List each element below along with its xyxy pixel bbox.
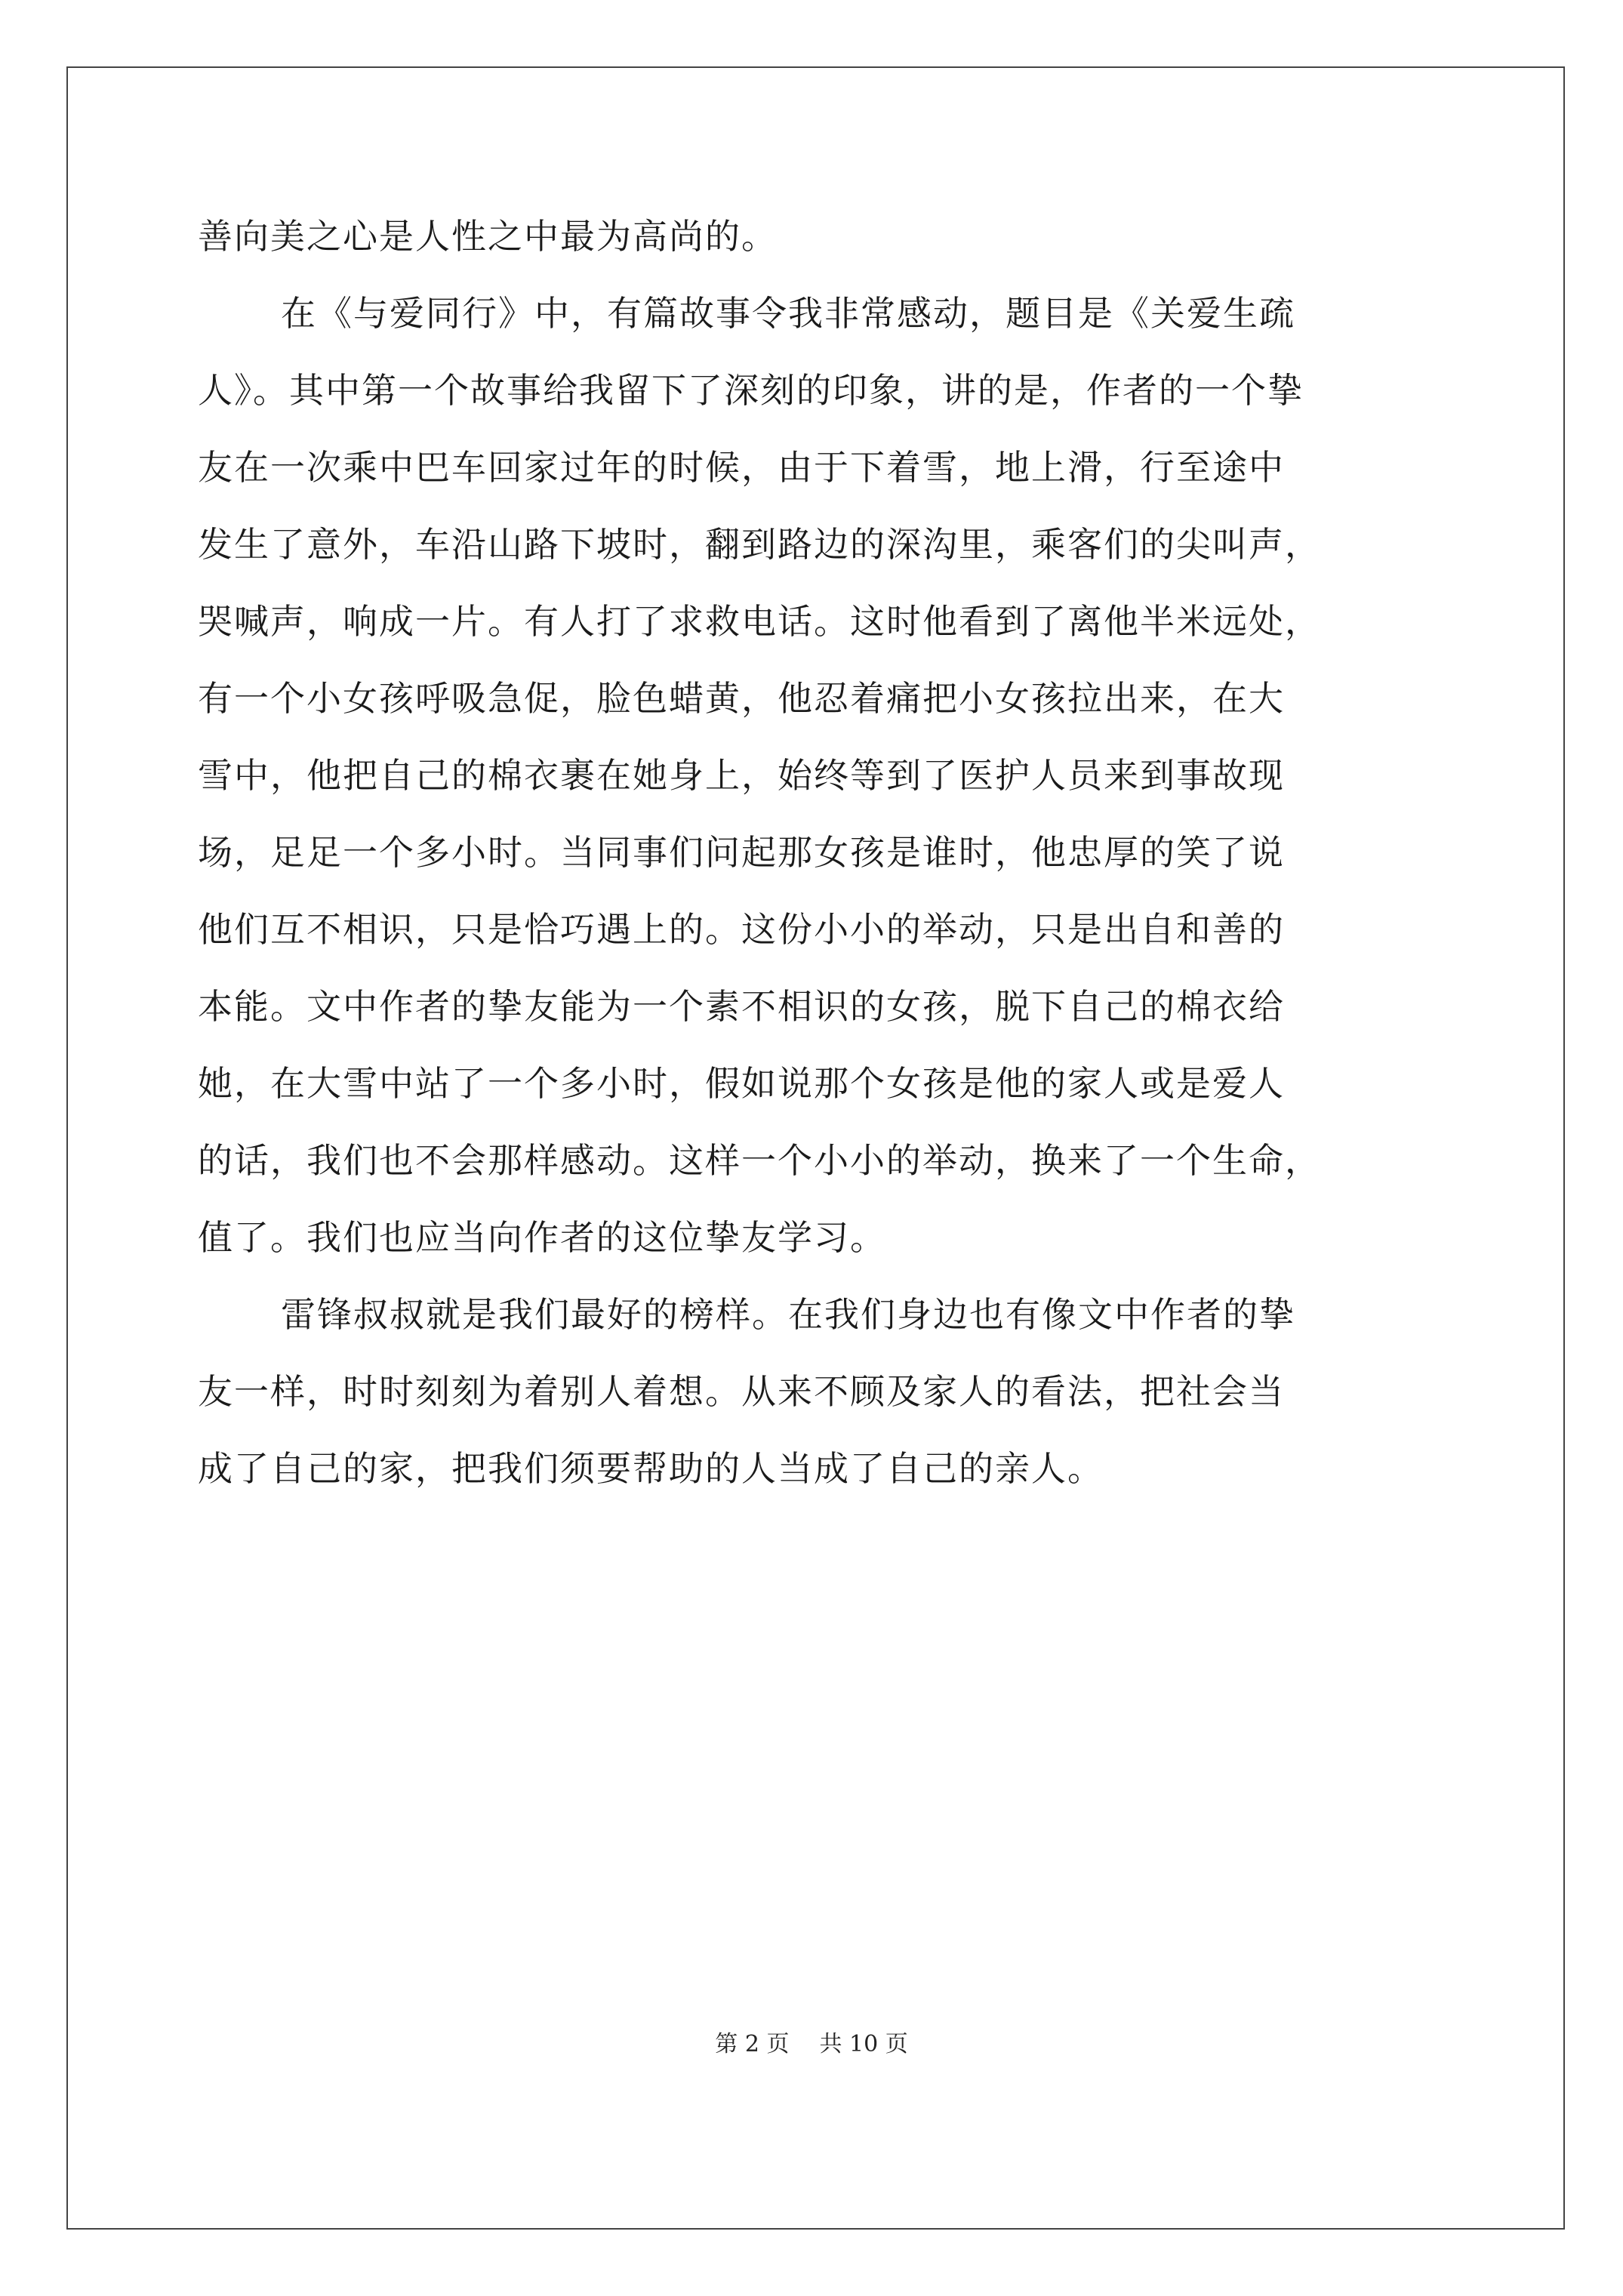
text-line: 善向美之心是人性之中最为高尚的。 xyxy=(198,216,778,257)
page-footer xyxy=(0,2025,1623,2058)
text-line: 人》。其中第一个故事给我留下了深刻的印象，讲的是，作者的一个挚 xyxy=(198,370,1304,411)
text-line: 有一个小女孩呼吸急促，脸色蜡黄，他忍着痛把小女孩拉出来，在大 xyxy=(198,678,1285,719)
text-line: 他们互不相识，只是恰巧遇上的。这份小小的举动，只是出自和善的 xyxy=(198,909,1285,950)
text-line: 在《与爱同行》中，有篇故事令我非常感动，题目是《关爱生疏 xyxy=(281,293,1295,334)
text-line: 本能。文中作者的挚友能为一个素不相识的女孩，脱下自己的棉衣给 xyxy=(198,986,1285,1027)
text-line: 友一样，时时刻刻为着别人着想。从来不顾及家人的看法，把社会当 xyxy=(198,1371,1285,1412)
text-line: 雷锋叔叔就是我们最好的榜样。在我们身边也有像文中作者的挚 xyxy=(281,1294,1295,1335)
text-line: 的话，我们也不会那样感动。这样一个小小的举动，换来了一个生命， xyxy=(198,1140,1321,1181)
text-line: 发生了意外，车沿山路下坡时，翻到路边的深沟里，乘客们的尖叫声， xyxy=(198,524,1321,565)
text-line: 场，足足一个多小时。当同事们问起那女孩是谁时，他忠厚的笑了说 xyxy=(198,832,1285,873)
text-line: 值了。我们也应当向作者的这位挚友学习。 xyxy=(198,1217,886,1258)
page-total: 共 10 页 xyxy=(819,2031,908,2057)
text-line: 雪中，他把自己的棉衣裹在她身上，始终等到了医护人员来到事故现 xyxy=(198,755,1285,796)
text-line: 友在一次乘中巴车回家过年的时候，由于下着雪，地上滑，行至途中 xyxy=(198,447,1285,488)
page-number: 第 2 页 xyxy=(715,2031,790,2057)
text-line: 她，在大雪中站了一个多小时，假如说那个女孩是他的家人或是爱人 xyxy=(198,1063,1285,1104)
text-line: 成了自己的家，把我们须要帮助的人当成了自己的亲人。 xyxy=(198,1448,1104,1489)
document-body xyxy=(198,198,1436,1507)
text-line: 哭喊声，响成一片。有人打了求救电话。这时他看到了离他半米远处， xyxy=(198,601,1321,642)
